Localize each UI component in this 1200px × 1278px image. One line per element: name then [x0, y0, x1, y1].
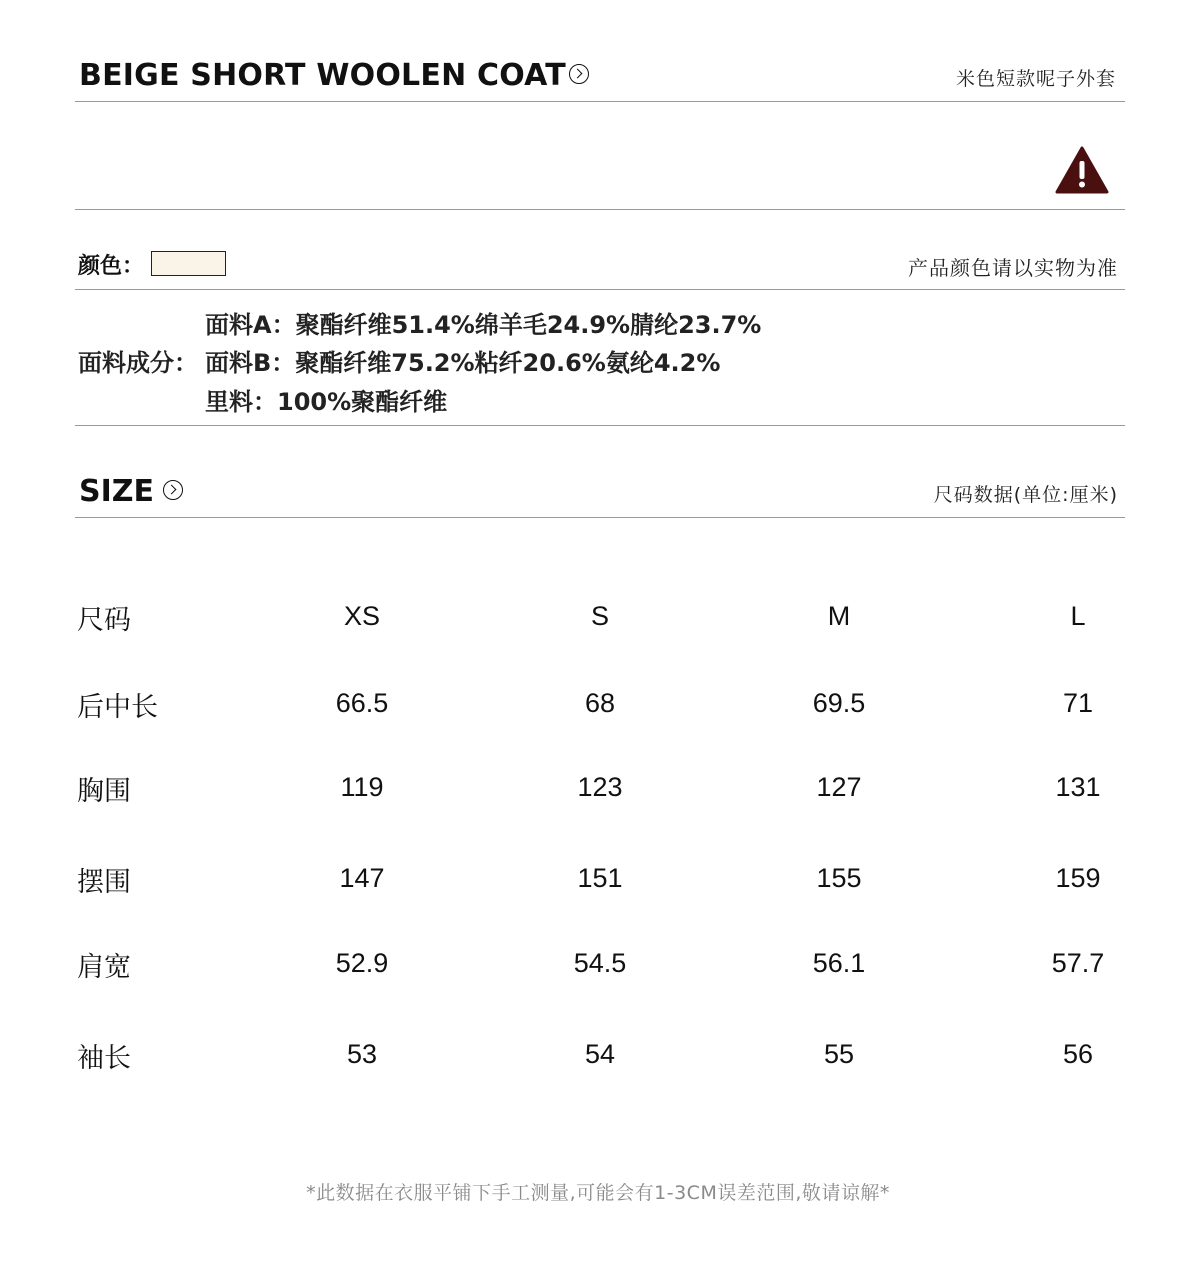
table-cell: 155	[816, 863, 862, 893]
color-swatch	[151, 251, 226, 276]
table-row-label: 胸围	[77, 776, 131, 807]
circle-chevron-right-icon	[163, 480, 183, 500]
table-cell: 54.5	[573, 948, 627, 978]
table-cell: 53	[346, 1039, 378, 1069]
table-cell: 123	[577, 772, 623, 802]
size-unit-note: 尺码数据(单位:厘米)	[933, 484, 1118, 506]
table-cell: 151	[577, 863, 623, 893]
table-cell: 69.5	[812, 688, 866, 718]
size-title-text: SIZE	[79, 474, 155, 509]
table-cell: 147	[339, 863, 385, 893]
size-header-cell: XS	[343, 601, 381, 631]
table-row-label: 肩宽	[77, 952, 131, 983]
product-title-text: BEIGE SHORT WOOLEN COAT	[79, 58, 566, 93]
size-header-cell: M	[827, 601, 851, 631]
table-cell: 56	[1062, 1039, 1094, 1069]
fabric-line: 面料B：聚酯纤维75.2%粘纤20.6%氨纶4.2%	[205, 349, 721, 377]
table-cell: 127	[816, 772, 862, 802]
size-header-label: 尺码	[77, 605, 131, 636]
table-cell: 57.7	[1051, 948, 1105, 978]
table-cell: 52.9	[335, 948, 389, 978]
product-title-cn: 米色短款呢子外套	[955, 68, 1116, 90]
fabric-line: 面料A：聚酯纤维51.4%绵羊毛24.9%腈纶23.7%	[205, 311, 762, 339]
table-cell: 54	[584, 1039, 616, 1069]
table-cell: 119	[340, 772, 384, 802]
fabric-label: 面料成分：	[78, 349, 198, 377]
table-cell: 55	[823, 1039, 855, 1069]
divider	[75, 209, 1125, 210]
product-title	[79, 58, 589, 94]
table-row-label: 摆围	[77, 867, 131, 898]
table-cell: 66.5	[335, 688, 389, 718]
color-label: 颜色：	[78, 254, 145, 279]
size-header-cell: S	[590, 601, 609, 631]
divider	[75, 517, 1125, 518]
divider	[75, 289, 1125, 290]
table-cell: 68	[584, 688, 616, 718]
table-cell: 56.1	[812, 948, 866, 978]
color-note: 产品颜色请以实物为准	[908, 256, 1118, 280]
circle-chevron-right-icon	[569, 64, 589, 84]
divider	[75, 425, 1125, 426]
warning-triangle-icon	[1055, 146, 1109, 194]
divider	[75, 101, 1125, 102]
fabric-line: 里料：100%聚酯纤维	[205, 388, 448, 416]
table-row-label: 后中长	[77, 692, 158, 723]
size-header-cell: L	[1070, 601, 1086, 631]
measurement-footnote: *此数据在衣服平铺下手工测量,可能会有1-3CM误差范围,敬请谅解*	[306, 1182, 890, 1204]
table-cell: 71	[1062, 688, 1094, 718]
table-cell: 159	[1055, 863, 1101, 893]
table-cell: 131	[1055, 772, 1101, 802]
table-row-label: 袖长	[77, 1043, 131, 1074]
size-title	[79, 474, 183, 510]
